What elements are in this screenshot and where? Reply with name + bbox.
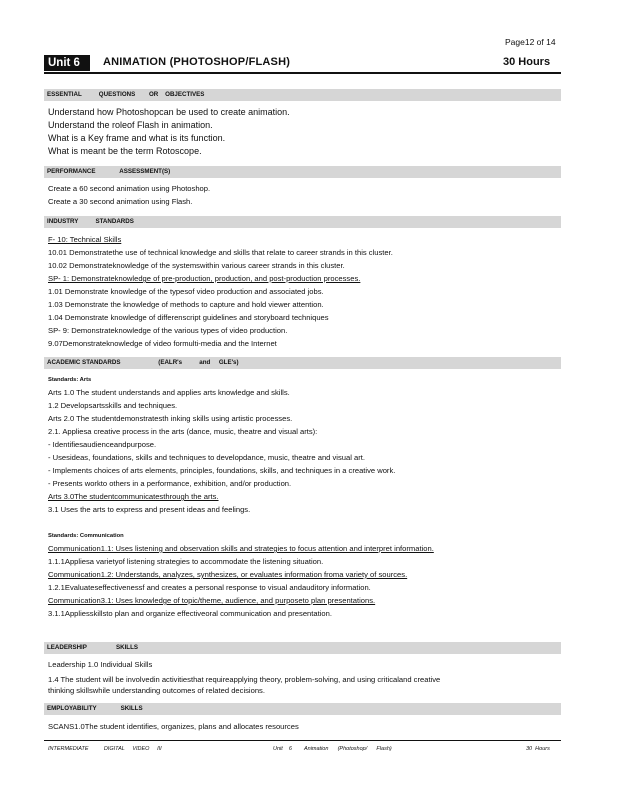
communication-line: Communication1.1: Uses listening and observation skills and strategies to focus attention and interpret information. bbox=[48, 544, 434, 553]
arts-standards-label: Standards: Arts bbox=[48, 377, 92, 383]
communication-standards-label: Standards: Communication bbox=[48, 533, 124, 539]
performance-line: Create a 30 second animation using Flash. bbox=[48, 197, 193, 206]
arts-line: 2.1. Appliesa creative process in the arts (dance, music, theatre and visual arts): bbox=[48, 427, 318, 436]
arts-line: Arts 2.0 The studentdemonstratesth inking skills using artistic processes. bbox=[48, 414, 293, 423]
arts-line: 1.2 Developsartsskills and techniques. bbox=[48, 401, 178, 410]
arts-line: - Presents workto others in a performance, exhibition, and/or production. bbox=[48, 479, 292, 488]
academic-header: ACADEMIC STANDARDS (EALR's and GLE's) bbox=[44, 357, 561, 369]
performance-header: PERFORMANCE ASSESSMENT(S) bbox=[44, 166, 561, 178]
arts-line: - Identifiesaudienceandpurpose. bbox=[48, 440, 157, 449]
communication-line: Communication3.1: Uses knowledge of topic/theme, audience, and purposeto plan presentations. bbox=[48, 596, 376, 605]
arts-line: Arts 1.0 The student understands and applies arts knowledge and skills. bbox=[48, 388, 290, 397]
leadership-line: Leadership 1.0 Individual Skills bbox=[48, 660, 153, 669]
communication-line: 1.1.1Appliesa varietyof listening strategies to accommodate the listening situation. bbox=[48, 557, 324, 566]
arts-line: 3.1 Uses the arts to express and present ideas and feelings. bbox=[48, 505, 251, 514]
industry-line: 9.07Demonstrateknowledge of video formulti-media and the Internet bbox=[48, 339, 277, 348]
essential-header: ESSENTIAL QUESTIONS OR OBJECTIVES bbox=[44, 89, 561, 101]
page-number: Page12 of 14 bbox=[505, 37, 556, 47]
essential-line: What is meant be the term Rotoscope. bbox=[48, 146, 202, 156]
leadership-header: LEADERSHIP SKILLS bbox=[44, 642, 561, 654]
footer-rule bbox=[44, 740, 561, 741]
industry-line: F- 10: Technical Skills bbox=[48, 235, 122, 244]
industry-line: SP- 1: Demonstrateknowledge of pre-production, production, and post-production processes. bbox=[48, 274, 361, 283]
employability-header: EMPLOYABILITY SKILLS bbox=[44, 703, 561, 715]
leadership-line: 1.4 The student will be involvedin activitiesthat requireapplying theory, problem-solving, and using criticaland creative bbox=[48, 675, 441, 684]
unit-title: ANIMATION (PHOTOSHOP/FLASH) bbox=[103, 56, 291, 68]
footer-unit: Unit 6 Animation (Photoshop/ Flash) bbox=[273, 746, 392, 752]
industry-line: 1.01 Demonstrate knowledge of the typesof video production and associated jobs. bbox=[48, 287, 324, 296]
unit-label: Unit 6 bbox=[44, 55, 90, 71]
employability-line: SCANS1.0The student identifies, organizes, plans and allocates resources bbox=[48, 722, 299, 731]
essential-line: What is a Key frame and what is its function. bbox=[48, 133, 226, 143]
industry-line: 1.04 Demonstrate knowledge of differenscript guidelines and storyboard techniques bbox=[48, 313, 329, 322]
industry-line: 1.03 Demonstrate the knowledge of methods to capture and hold viewer attention. bbox=[48, 300, 324, 309]
industry-line: 10.01 Demonstratethe use of technical knowledge and skills that relate to career strands in this cluster. bbox=[48, 248, 393, 257]
unit-hours: 30 Hours bbox=[503, 56, 551, 68]
footer-course: INTERMEDIATE DIGITAL VIDEO III bbox=[48, 746, 162, 752]
leadership-line: thinking skillswhile understanding outcomes of related decisions. bbox=[48, 686, 265, 695]
communication-line: Communication1.2: Understands, analyzes, synthesizes, or evaluates information froma variety of sources. bbox=[48, 570, 408, 579]
essential-line: Understand how Photoshopcan be used to create animation. bbox=[48, 107, 290, 117]
performance-line: Create a 60 second animation using Photoshop. bbox=[48, 184, 211, 193]
essential-line: Understand the roleof Flash in animation. bbox=[48, 120, 213, 130]
communication-line: 3.1.1Appliesskillsto plan and organize effectiveoral communication and presentation. bbox=[48, 609, 332, 618]
industry-line: 10.02 Demonstrateknowledge of the systemswithin various career strands in this cluster. bbox=[48, 261, 345, 270]
industry-header: INDUSTRY STANDARDS bbox=[44, 216, 561, 228]
communication-line: 1.2.1Evaluateseffectivenessf and creates a personal response to visual andauditory information. bbox=[48, 583, 371, 592]
footer-hours: 30 Hours bbox=[526, 746, 550, 752]
arts-line: - Implements choices of arts elements, principles, foundations, skills, and techniques in a creative work. bbox=[48, 466, 396, 475]
arts-line: Arts 3.0The studentcommunicatesthrough the arts. bbox=[48, 492, 219, 501]
title-rule bbox=[44, 72, 561, 74]
arts-line: - Usesideas, foundations, skills and techniques to developdance, music, theatre and visual art. bbox=[48, 453, 366, 462]
industry-line: SP- 9: Demonstrateknowledge of the various types of video production. bbox=[48, 326, 288, 335]
